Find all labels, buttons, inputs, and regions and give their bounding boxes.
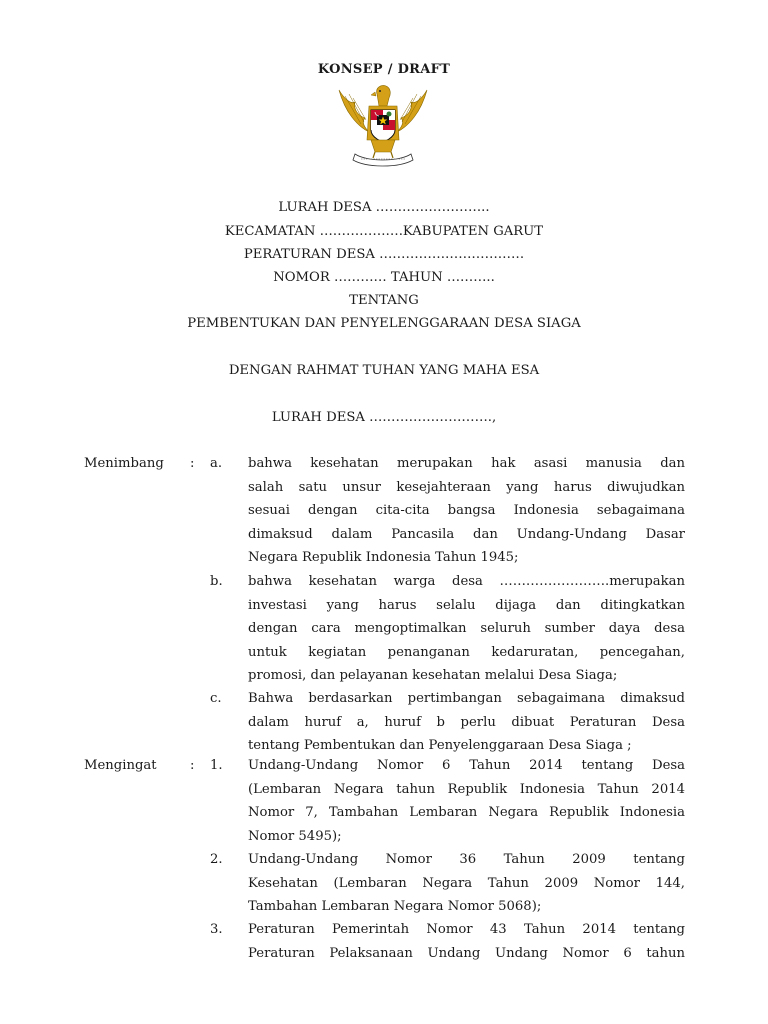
district-regency-line: KECAMATAN ……………….KABUPATEN GARUT — [224, 224, 544, 239]
text-line: Nomor 7, Tambahan Lembaran Negara Republik Indonesia — [248, 805, 685, 821]
tentang-heading: TENTANG — [349, 293, 419, 308]
garuda-emblem-icon — [331, 82, 435, 168]
item-marker: a. — [210, 456, 223, 471]
blessing-line: DENGAN RAHMAT TUHAN YANG MAHA ESA — [228, 363, 540, 378]
text-line: Kesehatan (Lembaran Negara Tahun 2009 Nomor 144, — [248, 875, 685, 891]
regulation-number-year: NOMOR ………… TAHUN ……….. — [273, 270, 495, 285]
menimbang-colon: : — [190, 456, 195, 471]
text-line: Undang-Undang Nomor 36 Tahun 2009 tentang — [248, 852, 685, 867]
text-line: Peraturan Pemerintah Nomor 43 Tahun 2014 tentang — [248, 922, 685, 937]
text-line: promosi, dan pelayanan kesehatan melalui Desa Siaga; — [248, 668, 618, 684]
mengingat-item-1 — [248, 754, 685, 848]
village-head-title: LURAH DESA …………………….. — [278, 200, 490, 215]
menimbang-item-b — [248, 570, 685, 688]
text-line: dimaksud dalam Pancasila dan Undang-Undang Dasar — [248, 526, 685, 542]
text-line: dalam huruf a, huruf b perlu dibuat Peraturan Desa — [248, 714, 685, 730]
menimbang-item-c — [248, 687, 685, 758]
village-head-line: LURAH DESA ………………………., — [271, 410, 497, 425]
text-line: bahwa kesehatan warga desa …………………….merupakan — [248, 574, 685, 589]
text-line: (Lembaran Negara tahun Republik Indonesia Tahun 2014 — [248, 781, 685, 797]
draft-label: KONSEP / DRAFT — [317, 62, 451, 77]
text-line: Bahwa berdasarkan pertimbangan sebagaimana dimaksud — [248, 691, 685, 706]
text-line: Negara Republik Indonesia Tahun 1945; — [248, 550, 519, 566]
text-line: Nomor 5495); — [248, 828, 342, 844]
text-line: Peraturan Pelaksanaan Undang Undang Nomor 6 tahun — [248, 945, 685, 961]
text-line: investasi yang harus selalu dijaga dan ditingkatkan — [248, 597, 685, 613]
regulation-title: PERATURAN DESA …………………………… — [243, 247, 525, 262]
text-line: sesuai dengan cita-cita bangsa Indonesia sebagaimana — [248, 503, 685, 519]
menimbang-label: Menimbang — [84, 456, 164, 471]
regulation-subject: PEMBENTUKAN DAN PENYELENGGARAAN DESA SIAGA — [187, 316, 581, 331]
text-line: tentang Pembentukan dan Penyelenggaraan Desa Siaga ; — [248, 738, 632, 754]
text-line: dengan cara mengoptimalkan seluruh sumber daya desa — [248, 621, 685, 637]
item-marker: 3. — [210, 922, 223, 937]
item-marker: 1. — [210, 758, 223, 773]
mengingat-item-3 — [248, 918, 685, 965]
text-line: Undang-Undang Nomor 6 Tahun 2014 tentang Desa — [248, 758, 685, 773]
mengingat-colon: : — [190, 758, 195, 773]
mengingat-label: Mengingat — [84, 758, 157, 773]
text-line: salah satu unsur kesejahteraan yang harus diwujudkan — [248, 479, 685, 495]
text-line: untuk kegiatan penanganan kedaruratan, pencegahan, — [248, 644, 685, 660]
menimbang-item-a — [248, 452, 685, 570]
mengingat-item-2 — [248, 848, 685, 919]
item-marker: b. — [210, 574, 223, 589]
item-marker: c. — [210, 691, 222, 706]
item-marker: 2. — [210, 852, 223, 867]
text-line: Tambahan Lembaran Negara Nomor 5068); — [248, 899, 542, 915]
text-line: bahwa kesehatan merupakan hak asasi manusia dan — [248, 456, 685, 471]
